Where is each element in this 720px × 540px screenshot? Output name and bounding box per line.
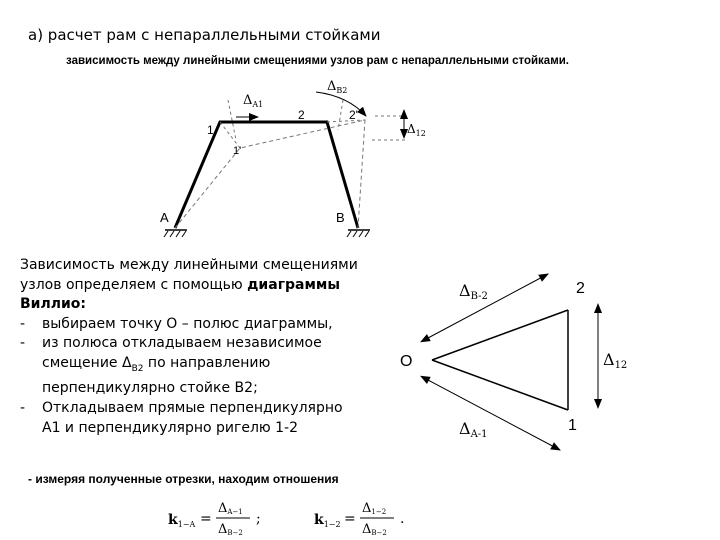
slide-subtitle: зависимость между линейными смещениями узлов рам с непараллельными стойками. xyxy=(66,55,569,67)
svg-text:.: . xyxy=(400,511,405,527)
explanation-text xyxy=(20,256,360,438)
label-node-2p: 2' xyxy=(349,108,358,122)
formula-k12 xyxy=(314,501,404,537)
label-delta-b-2: ΔB-2 xyxy=(459,281,488,302)
label-delta-a1: $\Delta_{A1}$ xyxy=(243,93,264,109)
label-delta-b2: $\Delta_{B2}$ xyxy=(327,79,348,95)
svg-text:k1−2: $k_{1-2}$ xyxy=(314,512,341,529)
frame-diagram xyxy=(160,79,426,237)
svg-text:;: ; xyxy=(256,511,261,527)
support-a xyxy=(164,230,187,237)
slide-header: а) расчет рам с непараллельными стойками xyxy=(28,26,381,44)
list-item: - из полюса откладываем независимое смещение $\Delta_{В2}$ по направлению перпендикулярно стойке В2; xyxy=(20,335,322,397)
label-node-1p: 1' xyxy=(233,145,242,157)
svg-text:ΔB−2: ΔB−2 xyxy=(362,522,387,537)
svg-text:=: = xyxy=(200,511,212,527)
support-b xyxy=(347,230,370,237)
list-item: - выбираем точку О – полюс диаграммы, xyxy=(20,315,333,332)
williot-diagram xyxy=(400,274,627,450)
label-support-b: B xyxy=(336,210,345,225)
dim-a1 xyxy=(428,380,560,450)
label-diagram-node-2: 2 xyxy=(576,280,585,297)
formula-k1a xyxy=(168,501,261,537)
paragraph-intro: Зависимость между линейными смещениями узлов определяем с помощью диаграммы Виллио: xyxy=(20,257,358,313)
label-node-2: 2 xyxy=(298,108,305,122)
label-diagram-node-1: 1 xyxy=(568,417,577,434)
list-item: - Откладываем прямые перпендикулярно А1 и перпендикулярно ригелю 1-2 xyxy=(20,399,343,436)
frame-structure xyxy=(175,122,358,228)
label-node-1: 1 xyxy=(207,123,214,137)
label-pole: O xyxy=(400,353,413,370)
svg-text:ΔB−2: ΔB−2 xyxy=(218,522,243,537)
svg-text:Δ1−2: Δ1−2 xyxy=(362,501,387,516)
label-support-a: A xyxy=(160,210,169,225)
dim-b2 xyxy=(428,274,548,338)
footer-text: - измеряя полученные отрезки, находим отношения xyxy=(28,472,339,486)
label-delta-12-diagram: Δ12 xyxy=(603,350,628,371)
label-delta-12: $\Delta_{12}$ xyxy=(407,122,426,138)
svg-text:k1−A: $k_{1-A}$ xyxy=(168,512,196,529)
label-delta-a-1: ΔA-1 xyxy=(459,419,488,440)
svg-text:ΔA−1: ΔA−1 xyxy=(218,501,243,516)
svg-text:=: = xyxy=(344,511,356,527)
